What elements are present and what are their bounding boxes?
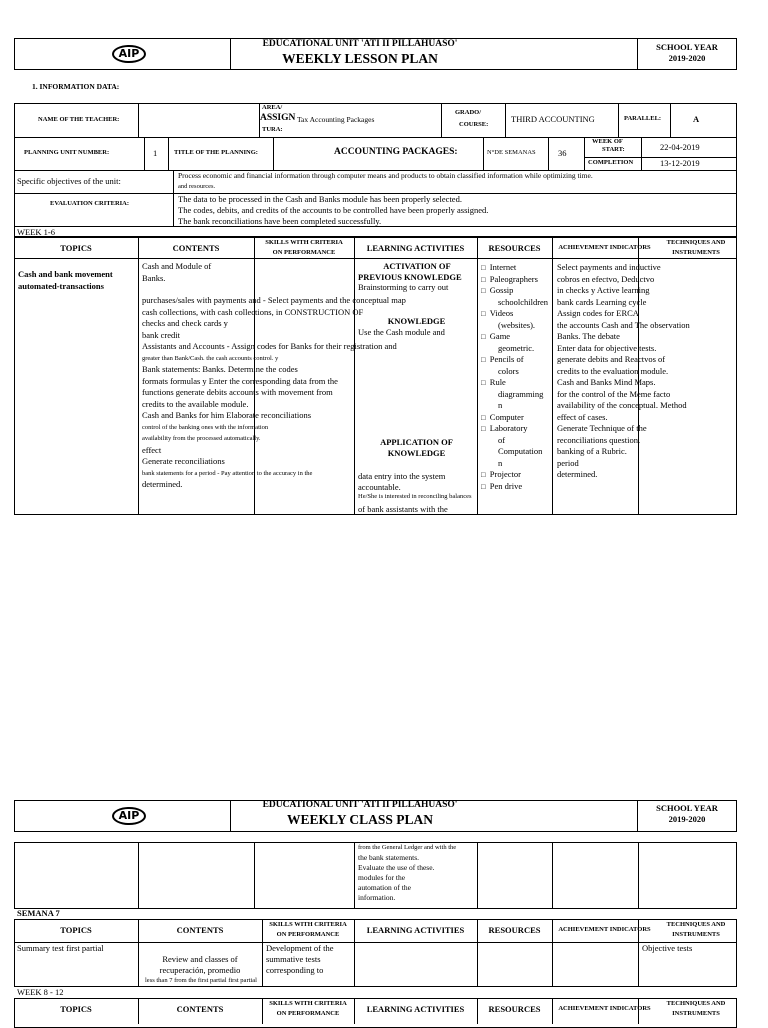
col-techniques: TECHNIQUES AND — [666, 239, 726, 246]
indicator-line: generate debits and Reactvos of — [557, 354, 666, 364]
indicator-line: availability of the conceptual. Method — [557, 400, 687, 410]
col-skills: SKILLS WITH CRITERIA — [269, 921, 347, 928]
indicator-line: for the control of the Meme facto — [557, 388, 671, 399]
resource-item: □ Pen drive — [481, 480, 523, 491]
col-indicators: ACHIEVEMENT INDICATORS — [558, 244, 651, 251]
resource-item: (websites). — [498, 319, 536, 330]
merged-line: Bank statements: Banks. Determine the codes — [142, 364, 298, 374]
activity-line: information. — [358, 893, 396, 902]
area-label: ASSIGN — [260, 113, 296, 123]
indicator-line: reconciliations question. — [557, 434, 641, 445]
parallel-value: A — [693, 114, 700, 124]
area-label: AREA/ — [262, 104, 283, 111]
institution-name: EDUCATIONAL UNIT 'ATI II PILLAHUASO' — [262, 39, 458, 49]
col-topics: TOPICS — [60, 1004, 92, 1014]
school-year-label: SCHOOL YEAR — [656, 42, 718, 52]
eval-criterion: The bank reconciliations have been completed successfully. — [178, 216, 382, 226]
merged-line: functions generate debits accounts with movement from — [142, 387, 333, 397]
eval-criterion: The codes, debits, and credits of the accounts to be controlled have been properly assigned. — [178, 205, 489, 215]
col-techniques: TECHNIQUES AND — [666, 921, 726, 928]
col-skills: SKILLS WITH CRITERIA — [269, 1000, 347, 1007]
col-techniques: INSTRUMENTS — [672, 249, 720, 256]
col-topics: TOPICS — [60, 925, 92, 935]
col-resources: RESOURCES — [488, 1004, 541, 1014]
unit-number-label: PLANNING UNIT NUMBER: — [24, 149, 110, 156]
document-title: WEEKLY LESSON PLAN — [282, 51, 438, 66]
indicator-line: determined. — [557, 469, 598, 479]
indicator-line: cobros en efectvo, Deductvo — [557, 273, 655, 284]
indicator-line: banking of a Rubric. — [557, 446, 627, 456]
activity-line: Evaluate the use of these. — [358, 863, 435, 872]
school-year-value: 2019-2020 — [668, 814, 706, 824]
merged-line: greater than Bank/Cash. the cash accounts control. y — [142, 354, 279, 362]
teacher-label: NAME OF THE TEACHER: — [38, 116, 120, 123]
indicator-line: period — [557, 457, 579, 468]
indicator-line: Banks. The debate — [557, 331, 620, 341]
col-indicators: ACHIEVEMENT INDICATORS — [558, 1005, 651, 1012]
activity-line: automation of the — [358, 883, 411, 892]
eval-criterion: The data to be processed in the Cash and Banks module has been properly selected. — [178, 194, 462, 204]
activities-continuation — [358, 843, 456, 903]
activity-line: accountable. — [358, 482, 401, 492]
merged-line: Assistants and Accounts - Assign codes for Banks for their registration and — [142, 341, 397, 351]
resource-item: □ Internet — [481, 262, 517, 272]
resource-item: □ Laboratory — [481, 423, 528, 433]
resource-item: n — [498, 400, 503, 410]
activity-line: of bank assistants with the — [358, 504, 448, 514]
col-skills: SKILLS WITH CRITERIA — [265, 239, 343, 246]
indicator-line: Assign codes for ERCA — [557, 308, 639, 318]
col-skills: ON PERFORMANCE — [272, 249, 336, 256]
indicator-line: effect of cases. — [557, 411, 608, 422]
activity-line: He/She is interested in reconciling balances — [358, 493, 472, 500]
resource-item: □ Game — [481, 331, 511, 341]
document-title: WEEKLY CLASS PLAN — [286, 812, 434, 827]
parallel-label: PARALLEL: — [624, 115, 662, 122]
indicator-line: the accounts Cash and The observation — [557, 319, 690, 330]
resources-cell — [481, 262, 548, 492]
resource-item: geometric. — [498, 342, 535, 353]
col-skills: ON PERFORMANCE — [276, 931, 340, 938]
merged-line: control of the banking ones with the information — [142, 423, 269, 431]
school-year-value: 2019-2020 — [668, 53, 706, 63]
col-resources: RESOURCES — [488, 925, 541, 935]
area-value: Tax Accounting Packages — [297, 115, 375, 124]
activity-line: from the General Ledger and with the — [358, 844, 457, 851]
col-topics: TOPICS — [60, 243, 92, 253]
merged-line: credits to the available module. — [142, 398, 249, 409]
weeks-label: N°DE SEMANAS — [487, 149, 536, 156]
week-start-label: START: — [602, 146, 625, 153]
resource-item: of — [498, 434, 506, 445]
institution-name: EDUCATIONAL UNIT 'ATI II PILLAHUASO' — [262, 800, 458, 810]
eval-label: EVALUATION CRITERIA: — [50, 200, 130, 207]
resource-item: □ Pencils of — [481, 354, 524, 364]
col-skills: ON PERFORMANCE — [276, 1010, 340, 1017]
activity-heading: KNOWLEDGE — [387, 316, 446, 326]
col-activities: LEARNING ACTIVITIES — [366, 925, 465, 935]
week7-topic: Summary test first partial — [17, 943, 104, 953]
objectives-text: and resources. — [178, 183, 216, 190]
col-activities: LEARNING ACTIVITIES — [366, 1004, 465, 1014]
title-label: TITLE OF THE PLANNING: — [174, 149, 258, 156]
col-contents: CONTENTS — [176, 925, 224, 935]
indicators-cell — [557, 262, 690, 481]
week7-skills: Development of the — [266, 943, 334, 953]
merged-line: effect — [142, 444, 162, 455]
week7-techniques: Objective tests — [642, 943, 693, 953]
title-value: ACCOUNTING PACKAGES: — [334, 147, 458, 157]
resource-item: schoolchildren — [498, 296, 549, 307]
objectives-label: Specific objectives of the unit: — [17, 176, 121, 186]
merged-line: determined. — [142, 479, 183, 489]
activity-line: the bank statements. — [358, 853, 420, 862]
col-activities: LEARNING ACTIVITIES — [366, 243, 465, 253]
school-logo-icon: AIP — [112, 807, 146, 825]
activities-cell — [358, 261, 476, 293]
resource-item: □ Videos — [481, 308, 514, 318]
school-logo-icon: AIP — [112, 45, 146, 63]
school-year-label: SCHOOL YEAR — [656, 803, 718, 813]
activity-heading: APPLICATION OF — [380, 437, 453, 447]
grade-value: THIRD ACCOUNTING — [511, 114, 595, 124]
resource-item: □ Gossip — [481, 285, 514, 295]
completion-value: 13-12-2019 — [660, 158, 700, 168]
indicator-line: bank cards Learning cycle — [557, 296, 647, 307]
activity-heading: PREVIOUS KNOWLEDGE — [358, 271, 462, 282]
col-techniques: INSTRUMENTS — [672, 931, 720, 938]
resource-item: Computation — [498, 446, 543, 456]
merged-line: availability from the processed automatically. — [142, 435, 261, 442]
week8-label: WEEK 8 - 12 — [17, 987, 64, 997]
contents-line: Banks. — [142, 272, 166, 283]
topics-line: automated-transactions — [18, 280, 104, 291]
resource-item: □ Paleographers — [481, 273, 538, 284]
merged-line: purchases/sales with payments and - Select payments and the conceptual map — [142, 295, 406, 305]
activity-line: Brainstorming to carry out — [358, 282, 449, 292]
activity-heading: ACTIVATION OF — [383, 261, 451, 271]
grade-label: GRADO/ — [455, 109, 481, 116]
activity-heading: KNOWLEDGE — [387, 448, 446, 458]
col-techniques: TECHNIQUES AND — [666, 1000, 726, 1007]
week-start-value: 22-04-2019 — [660, 142, 700, 152]
area-label: TURA: — [262, 126, 283, 133]
merged-line: bank statements for a period - Pay attention to the accuracy in the — [142, 469, 313, 477]
indicator-line: Generate Technique of the — [557, 423, 647, 433]
week7-contents: less than 7 from the first partial first partial — [145, 977, 257, 984]
resource-item: n — [498, 457, 503, 468]
indicator-line: in checks y Active learning — [557, 285, 650, 295]
resource-item: colors — [498, 365, 519, 376]
activity-line: modules for the — [358, 873, 406, 882]
objectives-text: Process economic and financial information through computer means and products to obtain classified information while optimizing time. — [178, 171, 593, 180]
indicator-line: Select payments and inductive — [557, 262, 661, 272]
col-contents: CONTENTS — [176, 1004, 224, 1014]
merged-line: bank credit — [142, 329, 180, 340]
week7-label: SEMANA 7 — [17, 908, 60, 918]
col-techniques: INSTRUMENTS — [672, 1010, 720, 1017]
merged-line: formats formulas y Enter the corresponding data from the — [142, 375, 338, 386]
topics-cell — [18, 269, 113, 292]
section-heading: 1. INFORMATION DATA: — [32, 82, 120, 91]
indicator-line: credits to the evaluation module. — [557, 365, 669, 376]
contents-line: Cash and Module of — [142, 261, 212, 271]
activity-line: Use the Cash module and — [358, 327, 445, 337]
grade-label: COURSE: — [459, 121, 489, 128]
completion-label: COMPLETION — [588, 159, 634, 166]
week7-contents: recuperación, promedio — [159, 965, 241, 975]
merged-line: checks and check cards y — [142, 318, 228, 328]
col-resources: RESOURCES — [488, 243, 541, 253]
col-indicators: ACHIEVEMENT INDICATORS — [558, 926, 651, 933]
week-start-label: WEEK OF — [592, 138, 623, 145]
weeks-value: 36 — [558, 148, 567, 158]
col-contents: CONTENTS — [172, 243, 220, 253]
resource-item: □ Projector — [481, 469, 521, 479]
resource-item: □ Rule — [481, 377, 506, 387]
contents-cell — [142, 261, 211, 284]
resource-item: diagramming — [498, 388, 544, 399]
resource-item: □ Computer — [481, 411, 524, 422]
week-label: WEEK 1-6 — [17, 227, 56, 237]
activity-line: data entry into the system — [358, 471, 446, 481]
topics-line: Cash and bank movement — [18, 269, 113, 279]
merged-line: Generate reconciliations — [142, 456, 225, 466]
indicator-line: Cash and Banks Mind Maps. — [557, 377, 656, 387]
week7-contents: Review and classes of — [162, 954, 238, 964]
unit-number-value: 1 — [153, 148, 158, 158]
week7-skills: summative tests — [266, 954, 321, 964]
week7-skills: corresponding to — [266, 965, 324, 975]
merged-line: cash collections, with cash collections, in CONSTRUCTION OF — [142, 306, 364, 317]
indicator-line: Enter data for objective tests. — [557, 342, 657, 353]
merged-line: Cash and Banks for him Elaborate reconciliations — [142, 410, 312, 420]
